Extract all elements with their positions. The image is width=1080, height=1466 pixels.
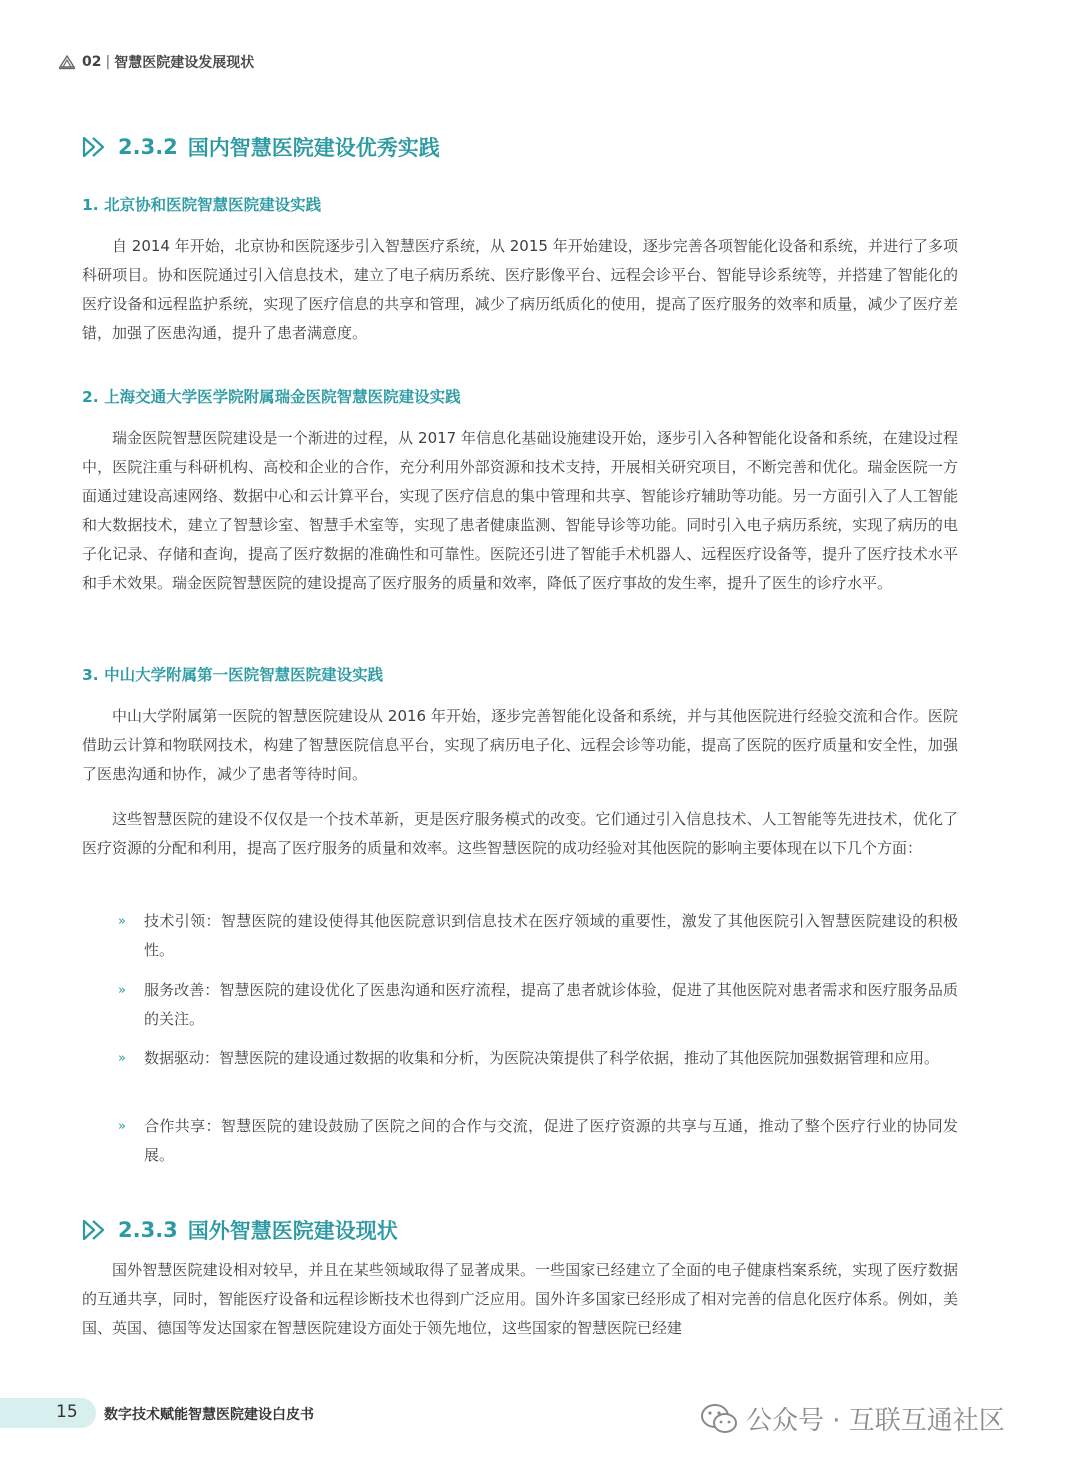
section-heading-2-3-3 [82,1215,398,1245]
practice-heading-2: 2. 上海交通大学医学院附属瑞金医院智慧医院建设实践 [82,388,461,406]
chapter-number: 02 [82,54,102,70]
list-item [116,1044,958,1073]
footer-tab [0,1398,96,1428]
watermark [700,1400,1005,1437]
page-number: 15 [56,1402,78,1422]
book-icon [58,53,76,71]
list-item [116,976,958,1034]
chapter-title: 智慧医院建设发展现状 [114,55,255,71]
list-item [116,1112,958,1170]
double-chevron-icon [82,136,108,158]
bullet-text: 服务改善：智慧医院的建设优化了医患沟通和医疗流程，提高了患者就诊体验，促进了其他医院对患者需求和医疗服务品质的关注。 [144,981,958,1028]
section-number: 2.3.3 [118,1218,178,1242]
header-separator: | [105,54,111,70]
bullet-mark: » [118,914,126,929]
section-title: 国外智慧医院建设现状 [187,1219,398,1243]
section-title: 国内智慧医院建设优秀实践 [187,136,440,160]
bullet-mark: » [118,1051,126,1066]
bullet-mark: » [118,983,126,998]
practice-paragraph-1: 自 2014 年开始，北京协和医院逐步引入智慧医疗系统，从 2015 年开始建设，逐步完善各项智能化设备和系统，并进行了多项科研项目。协和医院通过引入信息技术，建立了电子病历系统、医疗影像平台、远程会诊平台、智能导诊系统等，并搭建了智能化的医疗设备和远程监护系统，实现了医疗信息的共享和管理，减少了病历纸质化的使用，提高了医疗服务的效率和质量，减少了医疗差错，加强了医患沟通，提升了患者满意度。 [82,237,958,342]
section-2-3-3-paragraph: 国外智慧医院建设相对较早，并且在某些领域取得了显著成果。一些国家已经建立了全面的电子健康档案系统，实现了医疗数据的互通共享，同时，智能医疗设备和远程诊断技术也得到广泛应用。国外许多国家已经形成了相对完善的信息化医疗体系。例如，美国、英国、德国等发达国家在智慧医院建设方面处于领先地位，这些国家的智慧医院已经建 [82,1261,958,1337]
section-heading-2-3-2 [82,132,440,162]
summary-paragraph: 这些智慧医院的建设不仅仅是一个技术革新，更是医疗服务模式的改变。它们通过引入信息技术、人工智能等先进技术，优化了医疗资源的分配和利用，提高了医疗服务的质量和效率。这些智慧医院的成功经验对其他医院的影响主要体现在以下几个方面： [82,810,958,857]
wechat-icon [700,1402,738,1436]
practice-heading-1: 1. 北京协和医院智慧医院建设实践 [82,196,322,214]
section-number: 2.3.2 [118,135,178,159]
practice-paragraph-2: 瑞金医院智慧医院建设是一个渐进的过程，从 2017 年信息化基础设施建设开始，逐步引入各种智能化设备和系统，在建设过程中，医院注重与科研机构、高校和企业的合作，充分利用外部资源和技术支持，开展相关研究项目，不断完善和优化。瑞金医院一方面通过建设高速网络、数据中心和云计算平台，实现了医疗信息的集中管理和共享、智能诊疗辅助等功能。另一方面引入了人工智能和大数据技术，建立了智慧诊室、智慧手术室等，实现了患者健康监测、智能导诊等功能。同时引入电子病历系统，实现了病历的电子化记录、存储和查询，提高了医疗数据的准确性和可靠性。医院还引进了智能手术机器人、远程医疗设备等，提升了医疗技术水平和手术效果。瑞金医院智慧医院的建设提高了医疗服务的质量和效率，降低了医疗事故的发生率，提升了医生的诊疗水平。 [82,429,958,592]
double-chevron-icon [82,1219,108,1241]
practice-heading-3: 3. 中山大学附属第一医院智慧医院建设实践 [82,666,384,684]
bullet-text: 数据驱动：智慧医院的建设通过数据的收集和分析，为医院决策提供了科学依据，推动了其他医院加强数据管理和应用。 [144,1049,940,1067]
practice-paragraph-3: 中山大学附属第一医院的智慧医院建设从 2016 年开始，逐步完善智能化设备和系统，并与其他医院进行经验交流和合作。医院借助云计算和物联网技术，构建了智慧医院信息平台，实现了病历电子化、远程会诊等功能，提高了医院的医疗质量和安全性，加强了医患沟通和协作，减少了患者等待时间。 [82,707,958,783]
bullet-text: 技术引领：智慧医院的建设使得其他医院意识到信息技术在医疗领域的重要性，激发了其他医院引入智慧医院建设的积极性。 [144,912,958,959]
list-item [116,907,958,965]
watermark-text: 公众号 · 互联互通社区 [746,1406,1005,1436]
footer-book-title: 数字技术赋能智慧医院建设白皮书 [104,1407,314,1423]
bullet-mark: » [118,1119,126,1134]
running-header [58,52,254,72]
bullet-text: 合作共享：智慧医院的建设鼓励了医院之间的合作与交流，促进了医疗资源的共享与互通，推动了整个医疗行业的协同发展。 [144,1117,958,1164]
